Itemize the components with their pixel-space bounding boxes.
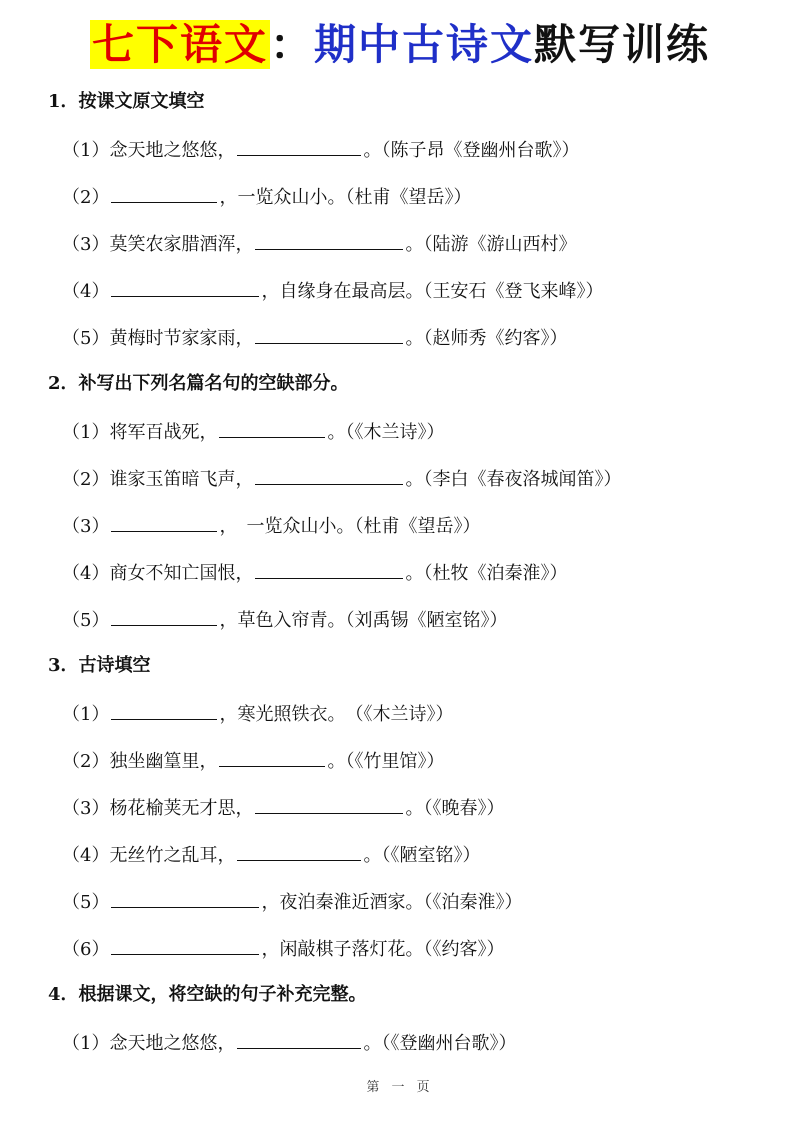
question-item (62, 748, 444, 774)
question-text-after: 。（《登幽州台歌》） (363, 1033, 517, 1054)
question-item (62, 184, 471, 210)
question-number: （5） (62, 610, 110, 631)
question-text-after: 。（《竹里馆》） (327, 751, 445, 772)
question-text-before: 无丝竹之乱耳， (109, 845, 236, 866)
question-text-after: 。（陆游《游山西村》 (405, 234, 577, 255)
question-item (62, 1030, 516, 1056)
section-heading-4: 4．根据课文，将空缺的句子补充完整。 (48, 984, 367, 1005)
answer-blank[interactable] (255, 466, 403, 485)
answer-blank[interactable] (111, 701, 217, 720)
question-text-after: 。（杜牧《泊秦淮》） (405, 563, 568, 584)
section-heading-2: 2．补写出下列名篇名句的空缺部分。 (48, 373, 349, 394)
question-item (62, 889, 522, 915)
title-highlight: 七下语文 (91, 20, 268, 69)
question-number: （1） (62, 140, 110, 161)
answer-blank[interactable] (237, 842, 361, 861)
question-text-after: 。（李白《春夜洛城闻笛》） (405, 469, 622, 490)
question-number: （2） (62, 187, 110, 208)
question-number: （3） (62, 798, 110, 819)
question-number: （1） (62, 422, 110, 443)
question-number: （2） (62, 751, 110, 772)
question-text-after: 。（《陋室铭》） (363, 845, 481, 866)
question-text-before: 杨花榆荚无才思， (109, 798, 254, 819)
answer-blank[interactable] (219, 748, 325, 767)
question-number: （5） (62, 892, 110, 913)
question-item (62, 278, 603, 304)
question-item (62, 701, 453, 727)
question-text-before: 将军百战死， (109, 422, 218, 443)
question-item (62, 513, 480, 539)
question-item (62, 137, 579, 163)
question-number: （4） (62, 845, 110, 866)
answer-blank[interactable] (237, 1030, 361, 1049)
question-item (62, 795, 504, 821)
question-item (62, 560, 567, 586)
question-text-after: 。（《木兰诗》） (327, 422, 445, 443)
answer-blank[interactable] (219, 419, 325, 438)
question-text-before: 谁家玉笛暗飞声， (109, 469, 254, 490)
question-text-after: ，一览众山小。（杜甫《望岳》） (219, 187, 472, 208)
page-title (0, 14, 800, 76)
question-number: （4） (62, 563, 110, 584)
answer-blank[interactable] (255, 560, 403, 579)
question-number: （3） (62, 234, 110, 255)
question-item (62, 936, 504, 962)
answer-blank[interactable] (111, 607, 217, 626)
question-number: （1） (62, 1033, 110, 1054)
question-text-after: 。（赵师秀《约客》） (405, 328, 568, 349)
question-text-before: 念天地之悠悠， (109, 1033, 236, 1054)
page-footer: 第 一 页 (366, 1080, 434, 1095)
section-heading-3: 3．古诗填空 (48, 655, 151, 676)
section-heading-1: 1．按课文原文填空 (48, 91, 205, 112)
question-text-before: 莫笑农家腊酒浑， (109, 234, 254, 255)
question-text-after: ， 一览众山小。（杜甫《望岳》） (219, 516, 481, 537)
question-number: （5） (62, 328, 110, 349)
question-item (62, 231, 576, 257)
question-text-after: ，寒光照铁衣。 （《木兰诗》） (219, 704, 454, 725)
question-text-before: 念天地之悠悠， (109, 140, 236, 161)
question-text-after: ，闲敲棋子落灯花。（《约客》） (261, 939, 505, 960)
question-number: （2） (62, 469, 110, 490)
question-item (62, 466, 621, 492)
question-number: （6） (62, 939, 110, 960)
answer-blank[interactable] (111, 936, 259, 955)
answer-blank[interactable] (255, 325, 403, 344)
answer-blank[interactable] (237, 137, 361, 156)
question-number: （4） (62, 281, 110, 302)
answer-blank[interactable] (111, 889, 259, 908)
question-item (62, 419, 444, 445)
answer-blank[interactable] (255, 795, 403, 814)
question-item (62, 325, 567, 351)
title-colon: ： (269, 20, 314, 69)
question-text-after: ，夜泊秦淮近酒家。（《泊秦淮》） (261, 892, 523, 913)
answer-blank[interactable] (111, 278, 259, 297)
question-text-before: 黄梅时节家家雨， (109, 328, 254, 349)
answer-blank[interactable] (111, 184, 217, 203)
answer-blank[interactable] (111, 513, 217, 532)
question-text-after: ，草色入帘青。（刘禹锡《陋室铭》） (219, 610, 508, 631)
question-text-before: 商女不知亡国恨， (109, 563, 254, 584)
question-item (62, 607, 507, 633)
question-text-after: 。（《晚春》） (405, 798, 505, 819)
title-blue-part: 期中古诗文 (314, 20, 535, 69)
question-text-before: 独坐幽篁里， (109, 751, 218, 772)
question-number: （3） (62, 516, 110, 537)
question-item (62, 842, 480, 868)
question-text-after: ，自缘身在最高层。（王安石《登飞来峰》） (261, 281, 604, 302)
answer-blank[interactable] (255, 231, 403, 250)
title-black-part: 默写训练 (534, 20, 711, 69)
question-number: （1） (62, 704, 110, 725)
question-text-after: 。（陈子昂《登幽州台歌》） (363, 140, 580, 161)
